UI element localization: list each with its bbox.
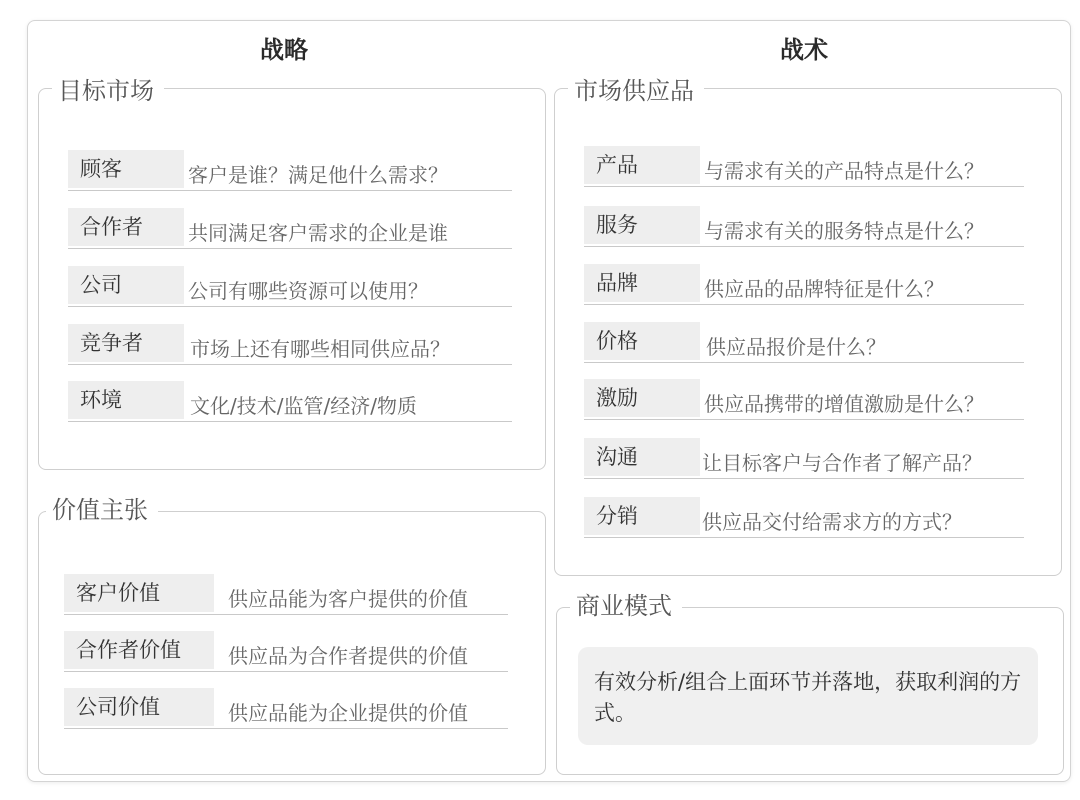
row-label: 分销	[584, 497, 700, 535]
row-label: 竞争者	[68, 324, 184, 362]
market-offering-title: 市场供应品	[568, 76, 704, 106]
row-label: 品牌	[584, 264, 700, 302]
row-underline	[68, 306, 512, 307]
target-market-title: 目标市场	[52, 76, 164, 106]
row-label: 沟通	[584, 438, 700, 476]
business-model-text: 有效分析/组合上面环节并落地，获取利润的方式。	[578, 647, 1038, 745]
row-description: 市场上还有哪些相同供应品？	[190, 337, 450, 361]
business-model-title: 商业模式	[570, 591, 682, 621]
value-proposition-title: 价值主张	[46, 495, 158, 525]
row-description: 公司有哪些资源可以使用？	[188, 279, 428, 303]
row-label: 产品	[584, 146, 700, 184]
row-underline	[584, 246, 1024, 247]
row-description: 供应品交付给需求方的方式？	[702, 510, 962, 534]
row-description: 与需求有关的服务特点是什么？	[704, 219, 984, 243]
row-description: 供应品携带的增值激励是什么？	[704, 392, 984, 416]
row-label: 公司	[68, 266, 184, 304]
row-label: 价格	[584, 322, 700, 360]
row-description: 共同满足客户需求的企业是谁	[188, 221, 448, 245]
row-underline	[584, 478, 1024, 479]
row-label: 服务	[584, 206, 700, 244]
row-underline	[64, 671, 508, 672]
strategy-title: 战略	[260, 36, 308, 64]
row-description: 文化/技术/监管/经济/物质	[190, 394, 417, 418]
row-underline	[64, 728, 508, 729]
row-label: 合作者价值	[64, 631, 214, 669]
row-label: 公司价值	[64, 688, 214, 726]
row-label: 合作者	[68, 208, 184, 246]
row-description: 客户是谁？满足他什么需求？	[188, 163, 448, 187]
row-underline	[584, 362, 1024, 363]
row-label: 环境	[68, 381, 184, 419]
row-underline	[64, 614, 508, 615]
row-description: 供应品能为企业提供的价值	[228, 701, 468, 725]
row-label: 客户价值	[64, 574, 214, 612]
row-description: 供应品的品牌特征是什么？	[704, 277, 944, 301]
row-description: 让目标客户与合作者了解产品？	[702, 451, 982, 475]
row-description: 供应品报价是什么？	[706, 335, 886, 359]
row-underline	[584, 304, 1024, 305]
tactics-title: 战术	[780, 36, 828, 64]
row-underline	[68, 364, 512, 365]
row-underline	[584, 186, 1024, 187]
row-description: 供应品能为客户提供的价值	[228, 587, 468, 611]
row-label: 激励	[584, 379, 700, 417]
row-description: 与需求有关的产品特点是什么？	[704, 159, 984, 183]
row-underline	[68, 190, 512, 191]
row-underline	[68, 248, 512, 249]
row-underline	[584, 537, 1024, 538]
row-underline	[584, 419, 1024, 420]
row-description: 供应品为合作者提供的价值	[228, 644, 468, 668]
row-label: 顾客	[68, 150, 184, 188]
row-underline	[68, 421, 512, 422]
